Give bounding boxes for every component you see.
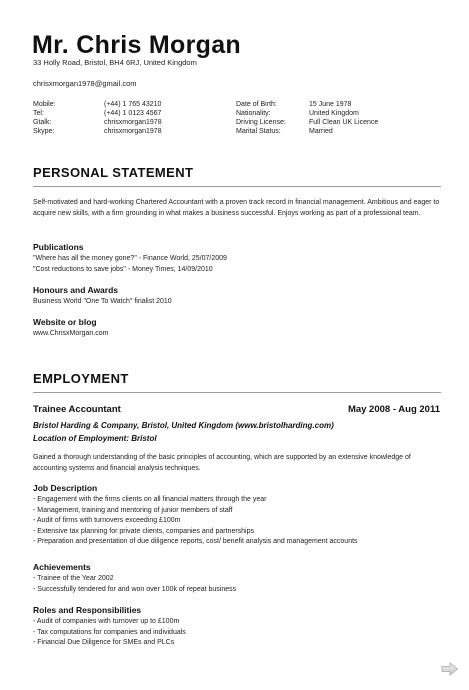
email: chrisxmorgan1978@gmail.com [33,79,137,88]
section-title-personal-statement: PERSONAL STATEMENT [33,165,194,180]
next-page-arrow-icon[interactable] [441,662,459,676]
website-heading: Website or blog [33,317,97,327]
list-item: Business World "One To Watch" finalist 2010 [33,298,172,305]
detail-row-skype: Skype: chrisxmorgan1978 [33,128,162,135]
list-item: - Extensive tax planning for private clients, companies and partnerships [33,527,255,535]
list-item: "Where has all the money gone?" - Finance World, 25/07/2009 [33,255,227,262]
list-item: "Cost reductions to save jobs" - Money Times, 14/09/2010 [33,265,213,273]
candidate-name: Mr. Chris Morgan [32,31,241,59]
job-description-list [33,495,358,548]
detail-row-license: Driving License: Full Clean UK Licence [236,119,379,126]
list-item: - Tax computations for companies and individuals [33,628,186,636]
detail-row-mobile: Mobile: (+44) 1 765 43210 [33,101,162,108]
publications-heading: Publications [33,242,84,252]
job-title: Trainee Accountant [33,404,121,415]
contact-details [33,100,162,136]
section-divider [33,186,441,187]
list-item: - Preparation and presentation of due diligence reports, cost/ benefit analysis and management accounts [33,538,358,545]
list-item: - Engagement with the firms clients on all financial matters through the year [33,496,267,503]
list-item: - Management, training and mentoring of junior members of staff [33,506,233,514]
achievements-list [33,574,236,595]
website-link[interactable]: www.ChrisxMorgan.com [33,330,109,337]
detail-row-dob: Date of Birth: 15 June 1978 [236,101,352,108]
personal-details [236,100,378,136]
detail-row-nationality: Nationality: United Kingdom [236,110,359,117]
job-description-heading: Job Description [33,483,98,493]
detail-row-marital: Marital Status: Married [236,128,333,135]
section-title-employment: EMPLOYMENT [33,371,129,386]
list-item: - Successfully tendered for and won over 100k of repeat business [33,585,237,593]
company-name: Bristol Harding & Company, Bristol, United Kingdom (www.bristolharding.com) [33,421,334,430]
employment-location: Location of Employment: Bristol [33,434,157,443]
job-summary: Gained a thorough understanding of the basic principles of accounting, which are supported by an extensive knowledge of accounting systems and financial analysis techniques. [33,454,411,472]
list-item: - Audit of firms with turnovers exceeding £100m [33,517,181,524]
personal-statement-text: Self-motivated and hard-working Chartered Accountant with a proven track record in financial management. Ambitious and eager to acquire new skills, with a firm grounding in what makes a business successful. Enjoys working as part of a professional team. [33,199,440,217]
list-item: - Audit of companies with turnover up to £100m [33,618,180,625]
address: 33 Holly Road, Bristol, BH4 6RJ, United Kingdom [33,58,197,67]
roles-list [33,617,186,649]
list-item: - Trainee of the Year 2002 [33,575,114,582]
honours-list [33,297,172,308]
detail-row-tel: Tel: (+44) 1 0123 4567 [33,110,162,117]
publications-list [33,254,227,275]
list-item: - Financial Due Diligence for SMEs and PLCs [33,639,175,646]
roles-heading: Roles and Responsibilities [33,605,142,615]
section-divider [33,392,441,393]
job-dates: May 2008 - Aug 2011 [347,404,440,415]
achievements-heading: Achievements [33,562,91,572]
honours-heading: Honours and Awards [33,285,119,295]
detail-row-gtalk: Gtalk: chrisxmorgan1978 [33,119,162,126]
